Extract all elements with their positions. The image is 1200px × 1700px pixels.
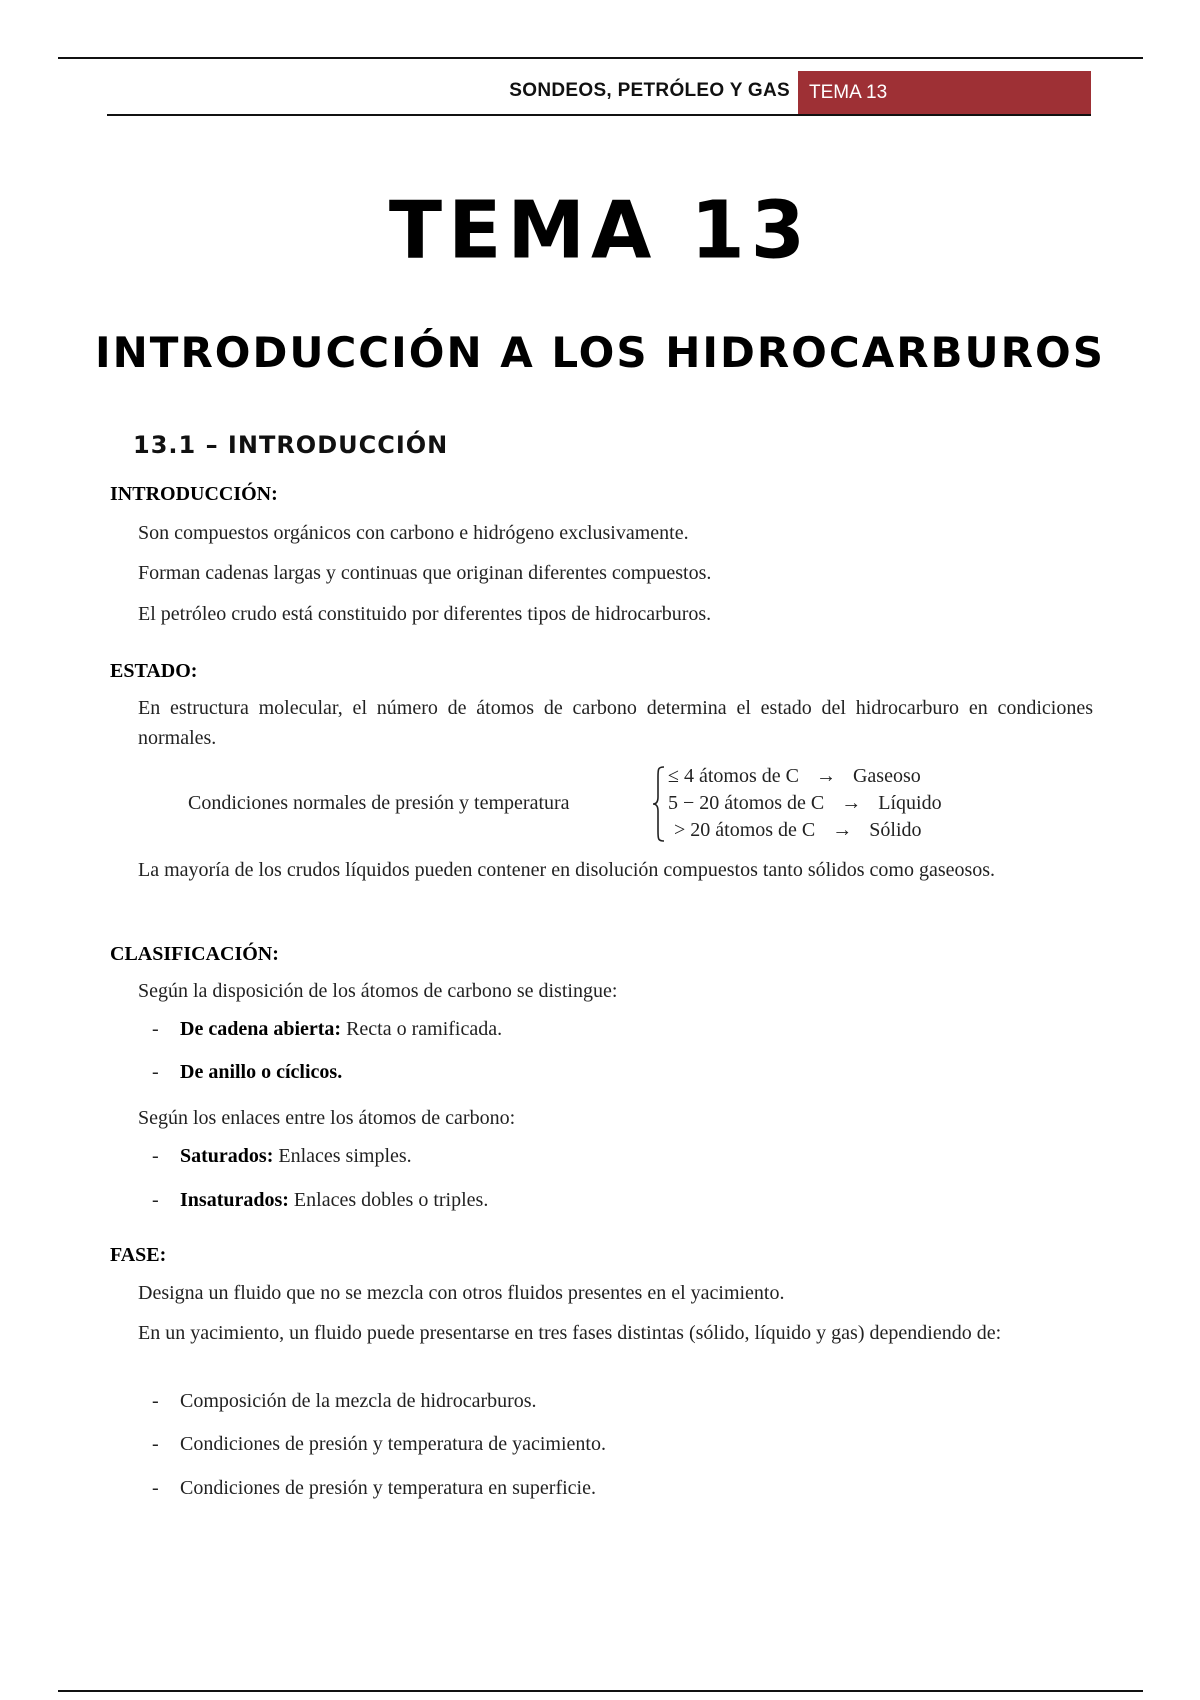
- paragraph: Según la disposición de los átomos de carbono se distingue:: [138, 980, 618, 1002]
- paragraph: En estructura molecular, el número de átomos de carbono determina el estado del hidrocarburo en condiciones normales.: [138, 697, 1093, 749]
- bullet-dash: -: [152, 1390, 159, 1412]
- list-item-term: De cadena abierta:: [180, 1018, 342, 1040]
- chapter-title: TEMA 13: [388, 185, 812, 277]
- running-header-tag: TEMA 13: [798, 71, 1091, 115]
- list-item: [152, 1018, 502, 1041]
- running-header-course: SONDEOS, PETRÓLEO Y GAS: [509, 80, 790, 101]
- conditions-label: Condiciones normales de presión y temperatura: [188, 792, 570, 814]
- list-item-text: Enlaces simples.: [273, 1145, 412, 1167]
- condition-row: [668, 792, 942, 815]
- list-item: [152, 1145, 412, 1168]
- list-item-text: Recta o ramificada.: [341, 1018, 503, 1040]
- chapter-subtitle: INTRODUCCIÓN A LOS HIDROCARBUROS: [95, 328, 1105, 377]
- condition-row: [668, 765, 921, 788]
- condition-row: [674, 819, 922, 842]
- section-heading: 13.1 – INTRODUCCIÓN: [133, 431, 449, 459]
- top-rule: [58, 57, 1143, 59]
- bullet-dash: -: [152, 1477, 159, 1499]
- bottom-rule: [58, 1690, 1143, 1692]
- paragraph: La mayoría de los crudos líquidos pueden contener en disolución compuestos tanto sólidos como gaseosos.: [138, 859, 996, 881]
- bullet-dash: -: [152, 1061, 159, 1083]
- list-item-term: De anillo o cíclicos.: [180, 1061, 343, 1083]
- condition-state: Gaseoso: [852, 765, 921, 787]
- paragraph: El petróleo crudo está constituido por diferentes tipos de hidrocarburos.: [138, 603, 712, 625]
- paragraph: Son compuestos orgánicos con carbono e hidrógeno exclusivamente.: [138, 522, 689, 544]
- list-item: [152, 1433, 606, 1456]
- list-item: [152, 1061, 342, 1084]
- list-item-text: Enlaces dobles o triples.: [288, 1189, 489, 1211]
- condition-state: Líquido: [878, 792, 942, 814]
- bullet-dash: -: [152, 1433, 159, 1455]
- arrow-right-icon: →: [815, 765, 836, 787]
- heading-introduccion: INTRODUCCIÓN:: [110, 483, 278, 505]
- left-brace-icon: [652, 765, 666, 843]
- bullet-dash: -: [152, 1189, 159, 1211]
- header-rule: [107, 114, 1091, 116]
- list-item: [152, 1477, 596, 1500]
- condition-range: ≤ 4 átomos de C: [668, 765, 799, 787]
- bullet-dash: -: [152, 1145, 159, 1167]
- paragraph: Designa un fluido que no se mezcla con otros fluidos presentes en el yacimiento.: [138, 1282, 785, 1304]
- paragraph: En un yacimiento, un fluido puede presentarse en tres fases distintas (sólido, líquido y gas) dependiendo de:: [138, 1322, 1002, 1344]
- arrow-right-icon: →: [832, 819, 853, 841]
- list-item-term: Saturados:: [180, 1145, 274, 1167]
- condition-range: 5 − 20 átomos de C: [668, 792, 825, 814]
- condition-range: > 20 átomos de C: [674, 819, 816, 841]
- list-item-text: Condiciones de presión y temperatura en superficie.: [180, 1477, 596, 1499]
- bullet-dash: -: [152, 1018, 159, 1040]
- list-item-text: Composición de la mezcla de hidrocarburos.: [180, 1390, 537, 1412]
- condition-state: Sólido: [869, 819, 922, 841]
- paragraph: Según los enlaces entre los átomos de carbono:: [138, 1107, 516, 1129]
- arrow-right-icon: →: [841, 792, 862, 814]
- heading-clasificacion: CLASIFICACIÓN:: [110, 943, 279, 965]
- list-item-term: Insaturados:: [180, 1189, 289, 1211]
- paragraph: Forman cadenas largas y continuas que originan diferentes compuestos.: [138, 562, 712, 584]
- list-item-text: Condiciones de presión y temperatura de yacimiento.: [180, 1433, 606, 1455]
- heading-estado: ESTADO:: [110, 660, 198, 682]
- list-item: [152, 1390, 537, 1413]
- list-item: [152, 1189, 488, 1212]
- heading-fase: FASE:: [110, 1244, 167, 1266]
